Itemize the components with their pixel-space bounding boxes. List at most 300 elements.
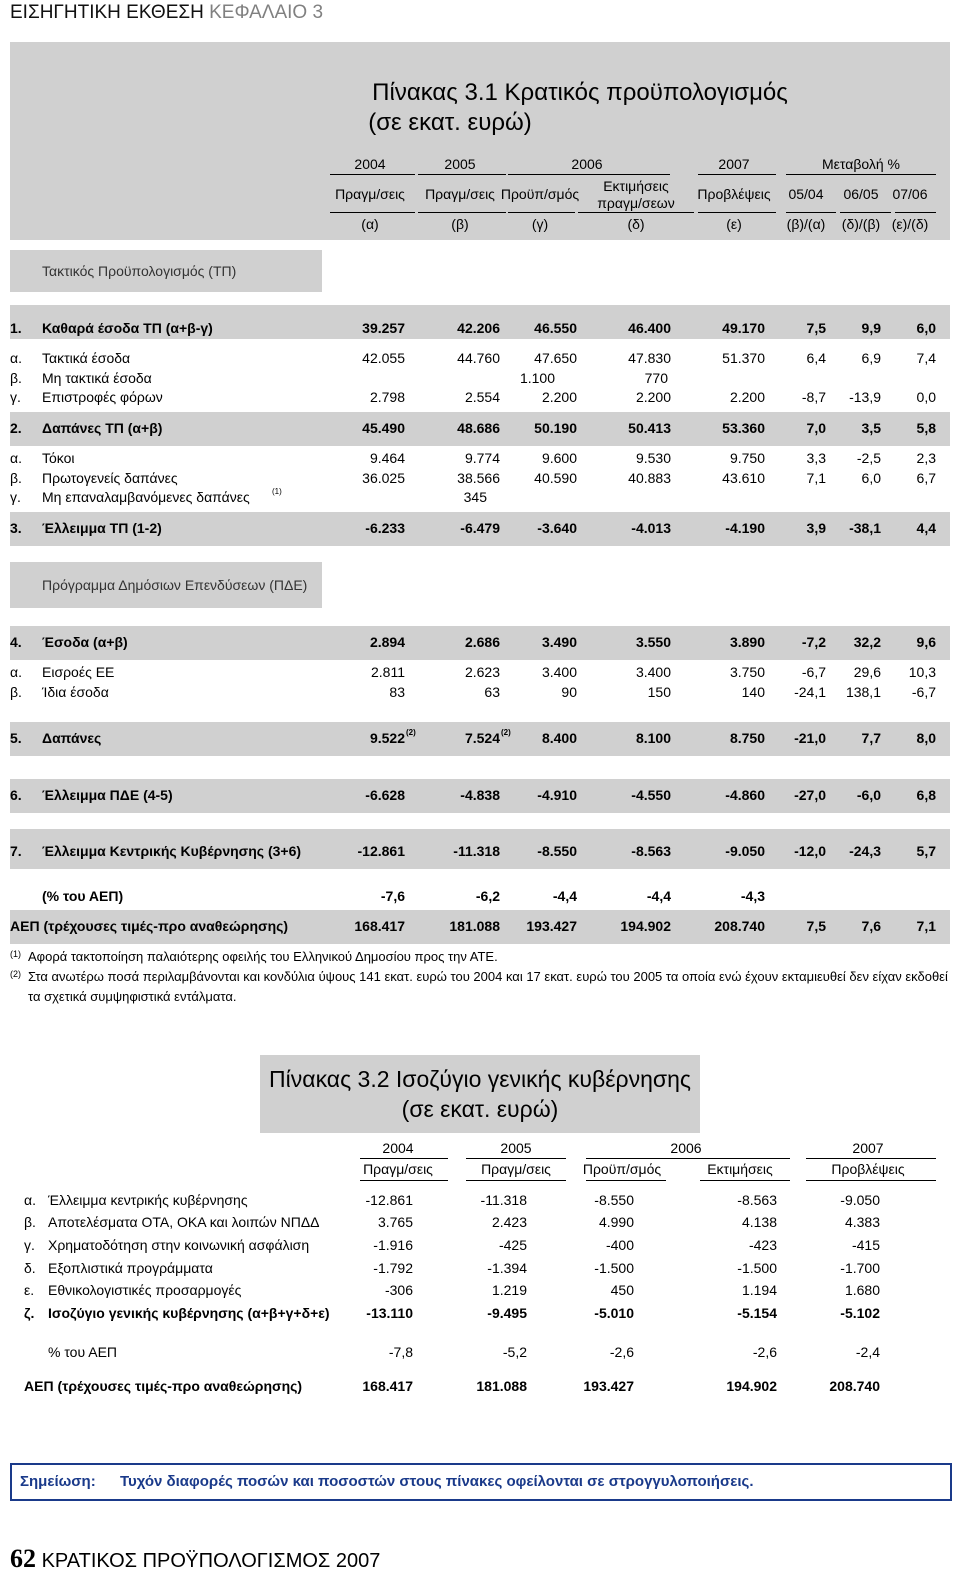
row-value: 2,3	[916, 450, 936, 466]
row-value: -4.190	[725, 520, 765, 536]
row-value: 3.765	[377, 1214, 413, 1230]
page-footer	[10, 1544, 380, 1574]
row-value: -11.318	[480, 1192, 527, 1208]
section-pde-label: Πρόγραμμα Δημόσιων Επενδύσεων (ΠΔΕ)	[42, 577, 308, 593]
row-label: ΑΕΠ (τρέχουσες τιμές-προ αναθεώρησης)	[10, 918, 289, 934]
row-label: Έλλειμμα Κεντρικής Κυβέρνησης (3+6)	[42, 843, 302, 859]
row-value: 0,0	[916, 389, 936, 405]
row-value: -9.050	[840, 1192, 880, 1208]
header-rule	[360, 1180, 448, 1181]
header-rule	[698, 174, 776, 175]
row-value: 8.100	[635, 730, 671, 746]
row-value: 45.490	[362, 420, 405, 436]
row-value: 7,1	[806, 470, 826, 486]
table1-subheader: 06/05	[843, 186, 879, 202]
row-value: 9.600	[541, 450, 577, 466]
table2-subheader: Εκτιμήσεις	[707, 1161, 773, 1177]
row-value: 50.413	[628, 420, 671, 436]
row-number: γ.	[24, 1237, 35, 1253]
row-value: 6,0	[861, 470, 881, 486]
row-number: 5.	[10, 730, 22, 746]
row-value: 42.206	[457, 320, 500, 336]
row-value: -24,3	[849, 843, 881, 859]
row-value: -423	[748, 1237, 777, 1253]
table1-row	[0, 888, 960, 908]
row-value: -6.479	[460, 520, 500, 536]
table1-subheader: Προϋπ/σμός	[500, 186, 580, 202]
row-value: -9.050	[725, 843, 765, 859]
row-value: 83	[389, 684, 405, 700]
row-value: -400	[605, 1237, 634, 1253]
header-rule	[698, 212, 776, 213]
row-value: -5,2	[502, 1344, 527, 1360]
header-chapter: ΚΕΦΑΛΑΙΟ 3	[209, 2, 324, 23]
header-rule	[418, 174, 506, 175]
row-number: β.	[24, 1214, 36, 1230]
row-number: α.	[24, 1192, 36, 1208]
row-number: α.	[10, 664, 22, 680]
row-value: 7,6	[861, 918, 881, 934]
footer-title: ΚΡΑΤΙΚΟΣ ΠΡΟΫΠΟΛΟΓΙΣΜΟΣ 2007	[41, 1550, 381, 1572]
row-value: 49.170	[722, 320, 765, 336]
header-rule	[578, 212, 694, 213]
row-value: -6.233	[365, 520, 405, 536]
header-rule	[806, 1180, 936, 1181]
row-label: Έλλειμμα ΤΠ (1-2)	[42, 520, 162, 536]
row-label: Αποτελέσματα ΟΤΑ, ΟΚΑ και λοιπών ΝΠΔΔ	[48, 1214, 320, 1230]
row-value: 193.427	[583, 1378, 634, 1394]
row-value: 8.400	[541, 730, 577, 746]
row-value: -8,7	[801, 389, 826, 405]
row-label: (% του ΑΕΠ)	[42, 888, 124, 904]
table2-row	[0, 1344, 960, 1364]
row-value: -12.861	[365, 1192, 413, 1208]
row-value: 9.464	[369, 450, 405, 466]
table1-code-header: (ε)/(δ)	[891, 216, 929, 232]
row-value: 44.760	[457, 350, 500, 366]
table2-year-header: 2007	[852, 1140, 884, 1156]
row-value: 6,0	[916, 320, 936, 336]
row-value: 43.610	[722, 470, 765, 486]
row-value: -2,6	[609, 1344, 634, 1360]
footnote	[10, 967, 950, 1007]
footnote-text: Αφορά τακτοποίηση παλαιότερης οφειλής του Ελληνικού Δημοσίου προς την ΑΤΕ.	[28, 949, 498, 964]
row-value: 8,0	[916, 730, 936, 746]
row-label: Εθνικολογιστικές προσαρμογές	[48, 1282, 242, 1298]
row-value: 208.740	[829, 1378, 880, 1394]
row-value: -38,1	[849, 520, 881, 536]
row-number: α.	[10, 450, 22, 466]
note-label: Σημείωση:	[20, 1473, 96, 1490]
row-value: 38.566	[457, 470, 500, 486]
row-value: 2.423	[491, 1214, 527, 1230]
row-value: -306	[384, 1282, 413, 1298]
table1-row	[0, 787, 960, 807]
row-value: 2.686	[464, 634, 500, 650]
table1-code-header: (δ)	[627, 216, 645, 232]
row-value: -4.550	[631, 787, 671, 803]
row-label: Πρωτογενείς δαπάνες	[42, 470, 178, 486]
row-value: 9,6	[916, 634, 936, 650]
header-rule	[330, 212, 415, 213]
row-value: 4,4	[916, 520, 936, 536]
row-label: Καθαρά έσοδα ΤΠ (α+β-γ)	[42, 320, 213, 336]
row-number: α.	[10, 350, 22, 366]
row-value: 7.524	[464, 730, 500, 746]
row-number: 7.	[10, 843, 22, 859]
row-value: -425	[498, 1237, 527, 1253]
table1-row	[0, 664, 960, 684]
row-value: 1.680	[844, 1282, 880, 1298]
table1-code-header: (α)	[361, 216, 379, 232]
table2-year-header: 2004	[382, 1140, 414, 1156]
table1-subheader: 07/06	[892, 186, 928, 202]
row-value: 3.400	[541, 664, 577, 680]
row-value: 208.740	[714, 918, 765, 934]
row-label: Δαπάνες ΤΠ (α+β)	[42, 420, 163, 436]
row-label: Επιστροφές φόρων	[42, 389, 163, 405]
row-value: -1.394	[487, 1260, 527, 1276]
table1-row	[0, 489, 960, 509]
row-value: -5.010	[594, 1305, 634, 1321]
row-value: 150	[647, 684, 671, 700]
header-rule	[700, 1180, 790, 1181]
row-value: -8.550	[594, 1192, 634, 1208]
row-value: -7,8	[388, 1344, 413, 1360]
footnote-ref: (2)	[501, 728, 511, 737]
table1-row	[0, 350, 960, 370]
row-value: 46.400	[628, 320, 671, 336]
header-rule	[786, 212, 836, 213]
table2-row	[0, 1282, 960, 1302]
row-value: -7,2	[801, 634, 826, 650]
table1-row	[0, 420, 960, 440]
row-value: 36.025	[362, 470, 405, 486]
header-rule	[840, 212, 891, 213]
row-value: -7,6	[380, 888, 405, 904]
row-value: 770	[644, 370, 668, 386]
table1-title: Πίνακας 3.1 Κρατικός προϋπολογισμός	[372, 79, 788, 106]
row-value: -12.861	[357, 843, 405, 859]
table2-year-header: 2006	[670, 1140, 702, 1156]
header-rule	[466, 1158, 566, 1159]
footnote	[10, 947, 950, 967]
row-value: 90	[561, 684, 577, 700]
row-value: 2.798	[369, 389, 405, 405]
row-value: 6,8	[916, 787, 936, 803]
footnote-text: Στα ανωτέρω ποσά περιλαμβάνονται και κονδύλια ύψους 141 εκατ. ευρώ του 2004 και 17 εκατ. ευρώ του 2005 τα οποία ενώ έχουν εκταμιευθεί δεν είχαν εκδοθεί τα σχετικά συμψηφιστικά εντάλματα.	[28, 969, 948, 1004]
row-value: 193.427	[526, 918, 577, 934]
row-value: 3.400	[635, 664, 671, 680]
row-value: 6,4	[806, 350, 826, 366]
row-value: 47.650	[534, 350, 577, 366]
row-value: 29,6	[853, 664, 881, 680]
header-rule	[508, 174, 670, 175]
row-value: 2.200	[729, 389, 765, 405]
row-label: Τακτικά έσοδα	[42, 350, 131, 366]
row-value: 7,0	[806, 420, 826, 436]
row-value: 47.830	[628, 350, 671, 366]
header-rule	[466, 1180, 566, 1181]
table2-subheader: Πραγμ/σεις	[363, 1161, 433, 1177]
header-rule	[360, 1158, 448, 1159]
header-rule	[508, 212, 575, 213]
row-value: 168.417	[362, 1378, 413, 1394]
row-number: 6.	[10, 787, 22, 803]
row-value: -27,0	[794, 787, 826, 803]
row-value: 63	[484, 684, 500, 700]
row-value: 40.883	[628, 470, 671, 486]
row-value: -12,0	[794, 843, 826, 859]
table1-year-header: 2006	[571, 156, 603, 172]
footnote-marker: (2)	[10, 969, 21, 979]
row-value: -8.563	[737, 1192, 777, 1208]
row-value: 3.890	[729, 634, 765, 650]
table1-subheader: 05/04	[788, 186, 824, 202]
row-value: -5.102	[840, 1305, 880, 1321]
table2-title-block	[0, 1064, 960, 1124]
row-value: 6,9	[861, 350, 881, 366]
table1-row	[0, 634, 960, 654]
row-label: Μη τακτικά έσοδα	[42, 370, 152, 386]
row-value: 3,9	[806, 520, 826, 536]
row-value: 194.902	[620, 918, 671, 934]
row-value: 3.750	[729, 664, 765, 680]
row-value: -4,3	[740, 888, 765, 904]
row-number: ζ.	[24, 1305, 35, 1321]
row-value: 181.088	[476, 1378, 527, 1394]
row-label: Έλλειμμα ΠΔΕ (4-5)	[42, 787, 173, 803]
header-rule	[586, 1158, 790, 1159]
table2-row	[0, 1260, 960, 1280]
table1-year-header: 2004	[354, 156, 386, 172]
row-number: β.	[10, 370, 22, 386]
row-value: 5,7	[916, 843, 936, 859]
table1-row	[0, 389, 960, 409]
row-value: 1.100	[519, 370, 555, 386]
row-value: 3.490	[541, 634, 577, 650]
table1-subheader: Προβλέψεις	[697, 186, 771, 202]
row-value: -5.154	[737, 1305, 777, 1321]
row-value: 50.190	[534, 420, 577, 436]
row-value: -9.495	[487, 1305, 527, 1321]
row-value: 9.750	[729, 450, 765, 466]
table1-header-box	[10, 42, 950, 240]
row-value: 9.522	[369, 730, 405, 746]
row-value: 7,1	[916, 918, 936, 934]
table1-title-block	[0, 78, 960, 138]
header-rule	[786, 174, 936, 175]
row-value: -2,4	[855, 1344, 880, 1360]
row-value: 140	[741, 684, 765, 700]
table2-row	[0, 1378, 960, 1398]
row-value: 7,5	[806, 320, 826, 336]
table2-row	[0, 1305, 960, 1325]
row-value: 3.550	[635, 634, 671, 650]
row-value: -2,6	[752, 1344, 777, 1360]
header-rule	[418, 212, 506, 213]
row-value: -1.700	[840, 1260, 880, 1276]
row-value: 9.530	[635, 450, 671, 466]
row-value: -4,4	[552, 888, 577, 904]
row-value: -11.318	[453, 843, 500, 859]
row-label: Δαπάνες	[42, 730, 102, 746]
row-value: -13,9	[849, 389, 881, 405]
table1-row	[0, 370, 960, 390]
row-value: 181.088	[449, 918, 500, 934]
row-number: γ.	[10, 489, 21, 505]
row-label: Εισροές ΕΕ	[42, 664, 115, 680]
footnote-ref: (2)	[406, 728, 416, 737]
header-title: ΕΙΣΗΓΗΤΙΚΗ ΕΚΘΕΣΗ	[10, 2, 204, 23]
row-value: -6.628	[365, 787, 405, 803]
row-value: 32,2	[853, 634, 881, 650]
row-label: ΑΕΠ (τρέχουσες τιμές-προ αναθεώρησης)	[24, 1378, 303, 1394]
row-value: -6,0	[856, 787, 881, 803]
row-value: 2.200	[635, 389, 671, 405]
row-label: Τόκοι	[42, 450, 75, 466]
row-number: β.	[10, 470, 22, 486]
row-value: 2.554	[464, 389, 500, 405]
table1-year-header: 2007	[718, 156, 750, 172]
row-value: 46.550	[534, 320, 577, 336]
row-value: -21,0	[794, 730, 826, 746]
row-value: 4.990	[598, 1214, 634, 1230]
row-value: 3,3	[806, 450, 826, 466]
row-value: 2.200	[541, 389, 577, 405]
row-value: -8.563	[631, 843, 671, 859]
row-value: 40.590	[534, 470, 577, 486]
header-rule	[586, 1180, 666, 1181]
rounding-note	[10, 1463, 952, 1501]
row-value: 2.811	[371, 664, 405, 680]
table1-code-header: (δ)/(β)	[841, 216, 881, 232]
row-number: 3.	[10, 520, 22, 536]
row-value: -4.838	[460, 787, 500, 803]
table2-subtitle: (σε εκατ. ευρώ)	[401, 1096, 559, 1122]
row-label: Χρηματοδότηση στην κοινωνική ασφάλιση	[48, 1237, 310, 1253]
note-text: Τυχόν διαφορές ποσών και ποσοστών στους πίνακες οφείλονται σε στρογγυλοποιήσεις.	[120, 1473, 754, 1490]
row-value: -4.860	[725, 787, 765, 803]
row-value: 53.360	[722, 420, 765, 436]
table1-row	[0, 918, 960, 938]
page-number: 62	[10, 1544, 36, 1573]
row-value: 5,8	[916, 420, 936, 436]
row-value: 42.055	[362, 350, 405, 366]
table1-year-header: 2005	[444, 156, 476, 172]
row-value: 1.219	[491, 1282, 527, 1298]
row-value: -6,7	[911, 684, 936, 700]
row-value: -1.792	[373, 1260, 413, 1276]
row-label: Ίδια έσοδα	[42, 684, 109, 700]
table2-row	[0, 1214, 960, 1234]
table2-subheader: Προβλέψεις	[831, 1161, 905, 1177]
header-rule	[330, 174, 415, 175]
row-value: 450	[610, 1282, 634, 1298]
row-value: -8.550	[537, 843, 577, 859]
table1-code-header: (γ)	[531, 216, 549, 232]
row-number: γ.	[10, 389, 21, 405]
table1-year-header: Μεταβολή %	[821, 156, 901, 172]
row-value: 10,3	[908, 664, 936, 680]
table1-code-header: (β)/(α)	[786, 216, 826, 232]
row-value: -1.916	[373, 1237, 413, 1253]
table1-code-header: (β)	[451, 216, 469, 232]
row-value: 48.686	[457, 420, 500, 436]
row-number: δ.	[24, 1260, 36, 1276]
row-value: 138,1	[845, 684, 881, 700]
table2-year-header: 2005	[500, 1140, 532, 1156]
row-label: Εξοπλιστικά προγράμματα	[48, 1260, 213, 1276]
row-value: 1.194	[741, 1282, 777, 1298]
row-value: 4.138	[741, 1214, 777, 1230]
row-value: -1.500	[594, 1260, 634, 1276]
table1-code-header: (ε)	[726, 216, 742, 232]
footnote-marker: (1)	[10, 949, 21, 959]
table2-row	[0, 1237, 960, 1257]
row-label: Έσοδα (α+β)	[42, 634, 128, 650]
row-value: -6,2	[475, 888, 500, 904]
table1-row	[0, 320, 960, 340]
table1-row	[0, 450, 960, 470]
row-value: -4.013	[631, 520, 671, 536]
row-value: 3,5	[861, 420, 881, 436]
row-label: Ισοζύγιο γενικής κυβέρνησης (α+β+γ+δ+ε)	[48, 1305, 330, 1321]
table2-row	[0, 1192, 960, 1212]
table1-row	[0, 843, 960, 863]
table1-row	[0, 520, 960, 540]
row-value: 2.623	[464, 664, 500, 680]
row-number: ε.	[24, 1282, 35, 1298]
table1-subtitle: (σε εκατ. ευρώ)	[368, 109, 532, 136]
row-label: Μη επαναλαμβανόμενες δαπάνες	[42, 489, 250, 505]
table2-subheader: Προϋπ/σμός	[582, 1161, 662, 1177]
row-number: 1.	[10, 320, 22, 336]
row-value: 7,7	[861, 730, 881, 746]
running-header	[10, 2, 323, 24]
row-value: 7,4	[916, 350, 936, 366]
row-value: -415	[851, 1237, 880, 1253]
header-rule	[806, 1158, 936, 1159]
table1-subheader: Πραγμ/σεις	[425, 186, 495, 202]
row-value: 9,9	[861, 320, 881, 336]
row-value: 7,5	[806, 918, 826, 934]
table1-row	[0, 470, 960, 490]
table2-subheader: Πραγμ/σεις	[481, 1161, 551, 1177]
row-value: 9.774	[464, 450, 500, 466]
row-value: 194.902	[726, 1378, 777, 1394]
row-number: 2.	[10, 420, 22, 436]
row-number: 4.	[10, 634, 22, 650]
row-value: -4.910	[537, 787, 577, 803]
table1-subheader: Εκτιμήσεις πραγμ/σεων	[597, 178, 675, 211]
table1-row	[0, 684, 960, 704]
row-value: 6,7	[916, 470, 936, 486]
row-value: 2.894	[369, 634, 405, 650]
table2-title: Πίνακας 3.2 Ισοζύγιο γενικής κυβέρνησης	[269, 1066, 691, 1092]
header-rule	[895, 212, 936, 213]
row-label: % του ΑΕΠ	[48, 1344, 118, 1360]
row-value: 51.370	[722, 350, 765, 366]
row-value: -2,5	[856, 450, 881, 466]
row-number: β.	[10, 684, 22, 700]
row-value: -13.110	[366, 1305, 413, 1321]
row-value: 8.750	[729, 730, 765, 746]
table1-subheader: Πραγμ/σεις	[335, 186, 405, 202]
row-value: -4,4	[646, 888, 671, 904]
table1-row	[0, 730, 960, 750]
row-value: -3.640	[537, 520, 577, 536]
